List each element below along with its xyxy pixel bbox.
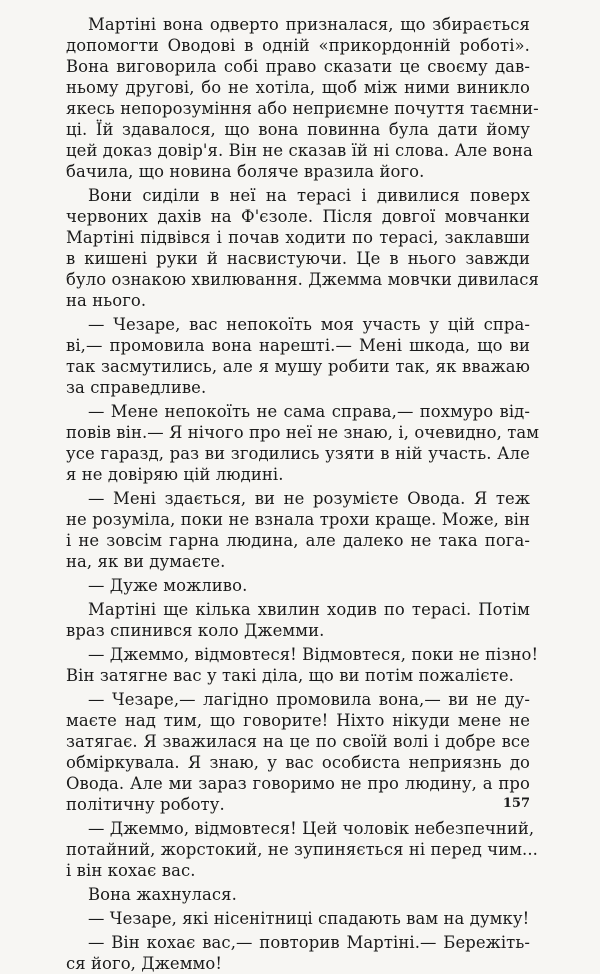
text-line: враз спинився коло Джемми.: [66, 621, 325, 640]
text-line: Мартіні підвівся і почав ходити по терасі, заклавши: [66, 228, 530, 247]
text-line: ві,— промовила вона нарешті.— Мені шкода, що ви: [66, 336, 530, 355]
paragraph: [66, 401, 540, 485]
paragraph: [66, 185, 540, 311]
text-line: повів він.— Я нічого про неї не знаю, і, очевидно, там: [66, 423, 540, 442]
paragraph: [66, 689, 530, 815]
page-body: [66, 14, 540, 974]
paragraph: [66, 488, 530, 572]
text-line: — Мені здається, ви не розумієте Овода. Я теж: [88, 489, 530, 508]
paragraph: [66, 932, 530, 974]
paragraph: [66, 908, 530, 929]
text-line: ці. Їй здавалося, що вона повинна була дати йому: [66, 120, 530, 139]
text-line: і не зовсім гарна людина, але далеко не така пога-: [66, 531, 530, 550]
paragraph: [66, 314, 530, 398]
text-line: — Мене непокоїть не сама справа,— похмуро від-: [88, 402, 530, 421]
paragraph: [66, 599, 530, 641]
text-line: ся його, Джеммо!: [66, 954, 223, 973]
text-line: потайний, жорстокий, не зупиняється ні перед чим...: [66, 840, 538, 859]
text-line: цей доказ довір'я. Він не сказав їй ні слова. Але вона: [66, 141, 533, 160]
text-line: в кишені руки й насвистуючи. Це в нього завжди: [66, 249, 530, 268]
text-line: ньому другові, бо не хотіла, щоб між ними виникло: [66, 78, 530, 97]
text-line: на, як ви думаєте.: [66, 552, 226, 571]
text-line: я не довіряю цій людині.: [66, 465, 284, 484]
text-line: Вони сиділи в неї на терасі і дивилися поверх: [88, 186, 530, 205]
text-line: червоних дахів на Ф'єзоле. Після довгої мовчанки: [66, 207, 530, 226]
text-line: Він затягне вас у такі діла, що ви потім пожалієте.: [66, 666, 514, 685]
text-line: Овода. Але ми зараз говоримо не про людину, а про: [66, 774, 530, 793]
paragraph: [66, 14, 539, 182]
text-line: не розуміла, поки не взнала трохи краще. Може, він: [66, 510, 530, 529]
text-line: Вона виговорила собі право сказати це своєму дав-: [66, 57, 530, 76]
text-line: політичну роботу.: [66, 795, 225, 814]
paragraph: [66, 818, 538, 881]
page-number: 157: [502, 796, 530, 811]
text-line: усе гаразд, раз ви згодились узяти в ній участь. Але: [66, 444, 530, 463]
text-line: Мартіні ще кілька хвилин ходив по терасі. Потім: [88, 600, 530, 619]
text-line: — Чезаре, вас непокоїть моя участь у цій спра-: [88, 315, 530, 334]
text-line: на нього.: [66, 291, 147, 310]
text-line: — Чезаре,— лагідно промовила вона,— ви не ду-: [88, 690, 530, 709]
text-line: — Він кохає вас,— повторив Мартіні.— Бережіть-: [88, 933, 530, 952]
text-line: — Чезаре, які нісенітниці спадають вам на думку!: [88, 909, 530, 928]
text-line: — Джеммо, відмовтеся! Цей чоловік небезпечний,: [88, 819, 535, 838]
text-line: Вона жахнулася.: [88, 885, 237, 904]
text-line: — Джеммо, відмовтеся! Відмовтеся, поки не пізно!: [88, 645, 539, 664]
text-line: — Дуже можливо.: [88, 576, 248, 595]
text-line: і він кохає вас.: [66, 861, 196, 880]
text-line: якесь непорозуміння або неприємне почуття таємни-: [66, 99, 539, 118]
text-line: затягає. Я зважилася на це по своїй волі і добре все: [66, 732, 530, 751]
text-line: Мартіні вона одверто призналася, що збирається: [88, 15, 530, 34]
paragraph: [66, 884, 530, 905]
text-line: допомогти Оводові в одній «прикордонній роботі».: [66, 36, 530, 55]
text-line: так засмутились, але я мушу робити так, як вважаю: [66, 357, 530, 376]
paragraph: [66, 575, 530, 596]
text-line: за справедливе.: [66, 378, 207, 397]
text-line: обміркувала. Я знаю, у вас особиста неприязнь до: [66, 753, 530, 772]
text-line: маєте над тим, що говорите! Ніхто нікуди мене не: [66, 711, 530, 730]
text-line: бачила, що новина боляче вразила його.: [66, 162, 425, 181]
text-line: було ознакою хвилювання. Джемма мовчки дивилася: [66, 270, 540, 289]
paragraph: [66, 644, 539, 686]
